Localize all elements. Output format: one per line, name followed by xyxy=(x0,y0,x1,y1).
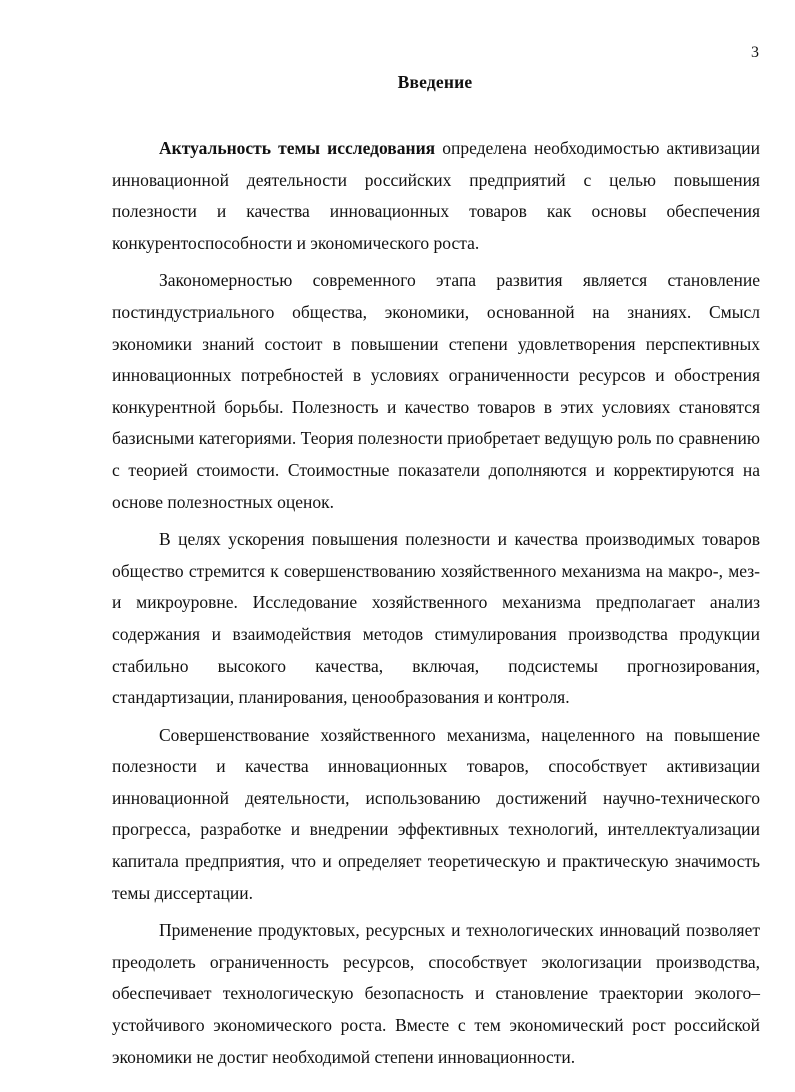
paragraph-text: определена необходимостью активизации инновационной деятельности российских предприятий с целью повышения полезности и качества инновационных товаров как основы обеспечения конкурентоспособности и экономического роста. xyxy=(112,138,760,253)
page-title: Введение xyxy=(397,72,473,92)
paragraph xyxy=(112,265,760,518)
paragraph xyxy=(112,133,760,259)
paragraph xyxy=(112,524,760,714)
paragraph-text: Совершенствование хозяйственного механизма, нацеленного на повышение полезности и качества инновационных товаров, способствует активизации инновационной деятельности, использованию достижений научно-технического прогресса, разработке и внедрении эффективных технологий, интеллектуализации капитала предприятия, что и определяет теоретическую и практическую значимость темы диссертации. xyxy=(112,724,760,903)
paragraph-text: Применение продуктовых, ресурсных и технологических инноваций позволяет преодолеть ограниченность ресурсов, способствует экологизации производства, обеспечивает технологическую безопасность и становление траектории эколого–устойчивого экономического роста. Вместе с тем экономический рост российской экономики не достиг необходимой степени инновационности. xyxy=(112,920,760,1067)
paragraph-lead: Актуальность темы исследования xyxy=(159,138,436,158)
page-number: 3 xyxy=(751,44,759,61)
body-text xyxy=(112,133,760,1079)
paragraph-text: В целях ускорения повышения полезности и качества производимых товаров общество стремится к совершенствованию хозяйственного механизма на макро-, мез- и микроуровне. Исследование хозяйственного механизма предполагает анализ содержания и взаимодействия методов стимулирования производства продукции стабильно высокого качества, включая, подсистемы прогнозирования, стандартизации, планирования, ценообразования и контроля. xyxy=(112,529,760,708)
paragraph-text: Закономерностью современного этапа развития является становление постиндустриального общества, экономики, основанной на знаниях. Смысл экономики знаний состоит в повышении степени удовлетворения перспективных инновационных потребностей в условиях ограниченности ресурсов и обострения конкурентной борьбы. Полезность и качество товаров в этих условиях становятся базисными категориями. Теория полезности приобретает ведущую роль по сравнению с теорией стоимости. Стоимостные показатели дополняются и корректируются на основе полезностных оценок. xyxy=(112,270,760,512)
paragraph xyxy=(112,720,760,910)
paragraph xyxy=(112,915,760,1073)
